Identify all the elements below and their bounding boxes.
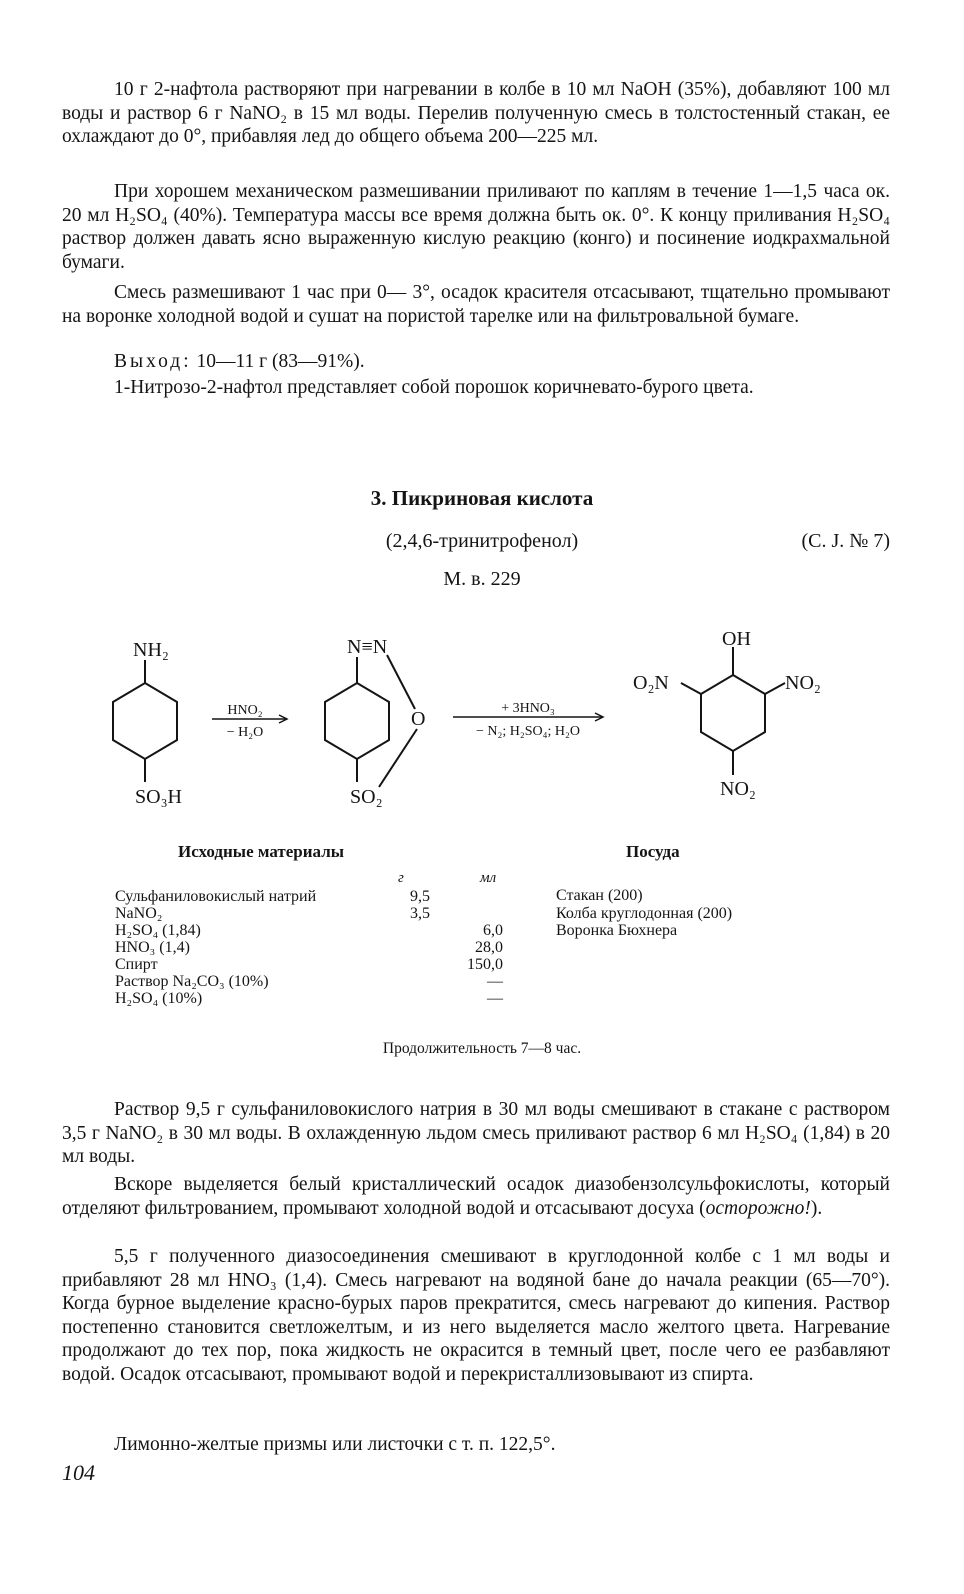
arrow2-byproducts: − N₂; H₂SO₄; H₂O — [475, 724, 581, 739]
sulfonyl-label: SO₂ — [350, 786, 383, 808]
table-row: Спирт 150,0 — [115, 956, 503, 973]
paragraph-acid-addition: При хорошем механическом размешивании приливают по каплям в течение 1—1,5 часа ок. 20 мл H₂SO₄ (40%). Температура массы все время должна быть ок. 0°. К концу приливания H₂SO₄ раствор должен давать ясно выраженную кислую реакцию (конго) и посинение иодкрахмальной бумаги. — [62, 181, 890, 273]
section-subtitle: (2,4,6-тринитрофенол) — [385, 530, 579, 552]
equipment-list — [556, 887, 732, 940]
chem-index-ref: (C. J. № 7) — [801, 530, 890, 552]
sulfanilic-ring — [113, 660, 177, 782]
materials-table — [115, 888, 515, 1007]
paragraph-precipitate: Вскоре выделяется белый кристаллический осадок диазобензолсульфокислоты, который отделяют фильтрованием, промывают холодной водой и отсасывают досуха (осторожно!). — [62, 1174, 890, 1219]
list-item: Стакан (200) — [556, 887, 643, 904]
list-item: Колба круглодонная (200) — [556, 904, 733, 922]
arrow2-reagent: + 3HNO₃ — [501, 701, 555, 716]
arrow1-reagent: HNO₂ — [227, 703, 263, 718]
nitro-left-label: O₂N — [633, 672, 669, 694]
paragraph-naphthol-dissolve: 10 г 2-нафтола растворяют при нагревании в колбе в 10 мл NaOH (35%), добавляют 100 мл воды и раствор 6 г NaNO₂ в 15 мл воды. Перелив полученную смесь в толстостенный стакан, ее охлаждают до 0°, прибавляя лед до общего объема 200—225 мл. — [62, 79, 890, 148]
table-row: H₂SO₄ (10%) — — [115, 990, 503, 1007]
nitro-right-label: NO₂ — [785, 672, 821, 694]
nitro-bottom-label: NO₂ — [720, 778, 756, 800]
caution-note: осторожно! — [705, 1197, 811, 1219]
unit-milliliters: мл — [480, 870, 497, 886]
bridge-oxygen-label: O — [411, 708, 426, 730]
paragraph-diazotization: Раствор 9,5 г сульфаниловокислого натрия в 30 мл воды смешивают в стакане с раствором 3,5 г NaNO₂ в 30 мл воды. В охлажденную льдом смесь приливают раствор 6 мл H₂SO₄ (1,84) в 20 мл воды. — [62, 1099, 890, 1168]
yield-label: Выход: — [114, 351, 192, 372]
paragraph-product-description: 1-Нитрозо-2-нафтол представляет собой порошок коричневато-бурого цвета. — [114, 377, 754, 398]
duration-note: Продолжительность 7—8 час. — [382, 1040, 582, 1057]
paragraph-stirring: Смесь размешивают 1 час при 0— 3°, осадок красителя отсасывают, тщательно промывают на воронке холодной водой и сушат на пористой тарелке или на фильтровальной бумаге. — [62, 282, 890, 327]
picric-acid-ring — [681, 647, 785, 775]
paragraph-nitration: 5,5 г полученного диазосоединения смешивают в круглодонной колбе с 1 мл воды и прибавляют 28 мл HNO₃ (1,4). Смесь нагревают на водяной бане до начала реакции (65—70°). Когда бурное выделение красно-бурых паров прекратится, смесь нагревают до кипения. Раствор постепенно становится светложелтым, и из него выделяется масло желтого цвета. Нагревание продолжают до тех пор, пока жидкость не окрасится в темный цвет, после чего ее разбавляют водой. Осадок отсасывают, промывают водой и перекристаллизовывают из спирта. — [62, 1246, 890, 1385]
table-row: NaNO₂ 3,5 — [115, 905, 430, 922]
arrow1-byproduct: − H₂O — [226, 725, 264, 740]
diazonium-label: N≡N — [347, 636, 388, 658]
table-row: Сульфаниловокислый натрий 9,5 — [115, 888, 430, 905]
table-row: Раствор Na₂CO₃ (10%) — — [115, 973, 503, 990]
yield-value: 10—11 г (83—91%). — [196, 351, 365, 372]
amino-group-label: NH₂ — [133, 639, 169, 661]
molecular-weight: М. в. 229 — [443, 568, 521, 590]
unit-grams: г — [398, 870, 404, 886]
equipment-heading: Посуда — [626, 842, 680, 861]
paragraph-product-crystals: Лимонно-желтые призмы или листочки с т. п. 122,5°. — [114, 1434, 556, 1455]
sulfo-group-label: SO₃H — [135, 786, 182, 808]
page-number: 104 — [62, 1460, 95, 1485]
hydroxyl-label: OH — [722, 628, 751, 650]
table-row: HNO₃ (1,4) 28,0 — [115, 939, 503, 956]
yield-line — [62, 350, 890, 374]
section-title: 3. Пикриновая кислота — [370, 486, 594, 510]
diazo-ring — [325, 655, 417, 787]
reaction-scheme — [95, 625, 855, 815]
table-row: H₂SO₄ (1,84) 6,0 — [115, 922, 503, 939]
list-item: Воронка Бюхнера — [556, 922, 678, 939]
materials-heading: Исходные материалы — [178, 842, 344, 861]
